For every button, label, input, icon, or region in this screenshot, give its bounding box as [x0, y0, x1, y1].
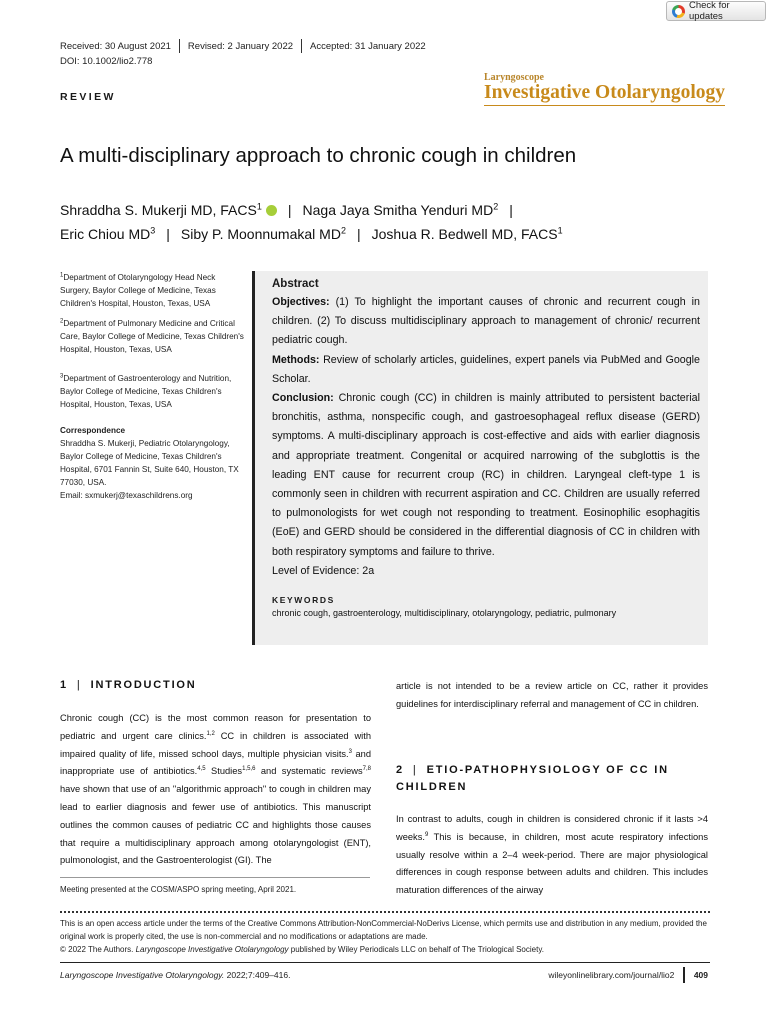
- page-number: 409: [693, 970, 708, 980]
- author-divider: |: [356, 226, 361, 242]
- section-title: ETIO-PATHOPHYSIOLOGY OF CC IN CHILDREN: [396, 764, 669, 793]
- correspondence-heading: Correspondence: [60, 426, 126, 435]
- section-number: 1: [60, 679, 68, 691]
- introduction-paragraph: [60, 710, 371, 870]
- footnote-rule: [60, 877, 370, 878]
- affiliation: [60, 317, 245, 356]
- etiology-paragraph: [396, 811, 708, 900]
- author-divider: |: [166, 226, 170, 242]
- abstract-body: [272, 293, 700, 581]
- author-name[interactable]: Shraddha S. Mukerji MD, FACS: [60, 202, 257, 218]
- conclusion-label: Conclusion:: [272, 392, 334, 405]
- affiliation-number: 3: [60, 373, 64, 380]
- author-affil-ref: 1: [256, 201, 262, 212]
- conclusion-text: Chronic cough (CC) in children is mainly attributed to persistent bacterial bronchitis, asthma, nonspecific cough, and gastroesophageal reflux disease (GERD) symptoms. A multi-disciplinary approach is cost-effective and aids with earlier diagnosis and appropriate treatment. Congenital or acquired narrowing of the subglottis is the leading ENT cause for recurrent croup (RC) in children. Laryngeal cleft-type 1 is commonly seen in children with recurrent aspiration and CC. Children are usually referred to pulmonologists for wet cough not responding to treatment. Eosinophilic esophagitis (EoE) and GERD should be considered in the differential diagnosis of CC in children with both respiratory symptoms and failure to thrive.: [272, 392, 700, 558]
- citation-ref[interactable]: 1,5,6: [242, 766, 256, 773]
- received-date: Received: 30 August 2021: [60, 40, 171, 52]
- journal-super-title: Laryngoscope: [484, 72, 544, 83]
- citation-ref[interactable]: 3: [348, 748, 352, 755]
- text-run: CC in children is associated with impaired quality of life, missed school days, multiple physician visits.: [60, 730, 371, 759]
- abstract-conclusion: [272, 389, 700, 562]
- section-number: 2: [396, 764, 404, 776]
- journal-logo: Investigative Otolaryngology: [484, 82, 725, 106]
- license-divider: [60, 911, 710, 913]
- text-run: This is because, in children, most acute respiratory infections usually resolve within a 2–4 week-period. There are major physiological differences in cough response between adults and children. This includes maturation differences of the airway: [396, 831, 708, 896]
- citation-ref[interactable]: 9: [424, 831, 429, 838]
- correspondence: [60, 424, 245, 502]
- text-run: © 2022 The Authors.: [60, 945, 136, 954]
- author-affil-ref: 2: [493, 201, 499, 212]
- citation-ref[interactable]: 4,5: [197, 766, 206, 773]
- abstract-box: [252, 271, 708, 645]
- author-affil-ref: 3: [150, 225, 156, 236]
- revised-date: Revised: 2 January 2022: [187, 40, 294, 52]
- author-name[interactable]: Eric Chiou MD: [60, 226, 151, 242]
- keywords-heading: KEYWORDS: [272, 595, 335, 606]
- level-of-evidence: Level of Evidence: 2a: [272, 564, 375, 577]
- article-type: REVIEW: [60, 91, 116, 103]
- author-divider: |: [509, 202, 513, 218]
- author-name[interactable]: Siby P. Moonnumakal MD: [180, 226, 341, 242]
- affiliation-number: 1: [60, 272, 64, 279]
- check-for-updates-label: Check for updates: [689, 0, 730, 22]
- copyright-line: [60, 943, 710, 956]
- affiliation-text: Department of Otolaryngology Head Neck Surgery, Baylor College of Medicine, Texas Children's Hospital, Houston, Texas, USA: [60, 273, 216, 308]
- objectives-label: Objectives:: [272, 296, 330, 308]
- section-heading: [60, 677, 197, 694]
- section-divider: |: [412, 764, 418, 776]
- citation-ref[interactable]: 7,8: [362, 766, 372, 773]
- correspondence-email[interactable]: Email: sxmukerj@texaschildrens.org: [60, 491, 193, 500]
- footer-right: [548, 967, 708, 983]
- author-name[interactable]: Joshua R. Bedwell MD, FACS: [371, 226, 558, 242]
- objectives-text: (1) To highlight the important causes of chronic and recurrent cough in children. (2) To discuss multidisciplinary approach to management of chronic/ recurrent pediatric cough.: [272, 296, 700, 347]
- section-divider: |: [76, 679, 82, 691]
- affiliation: [60, 271, 245, 310]
- introduction-continued: article is not intended to be a review article on CC, rather it provides guidelines for interdisciplinary referral and management of CC in children.: [396, 681, 708, 709]
- abstract-methods: [272, 351, 700, 389]
- footer-citation: [60, 970, 290, 980]
- text-run: Studies: [205, 766, 243, 777]
- author-divider: |: [287, 202, 292, 218]
- meeting-footnote: Meeting presented at the COSM/ASPO spring meeting, April 2021.: [60, 885, 297, 894]
- section-title: INTRODUCTION: [90, 679, 197, 691]
- check-for-updates-button[interactable]: [666, 1, 766, 21]
- abstract-heading: Abstract: [272, 278, 319, 290]
- article-dates: [60, 39, 426, 53]
- doi[interactable]: DOI: 10.1002/lio2.778: [60, 56, 153, 67]
- text-run: have shown that use of an "algorithmic approach" to cough in children may lead to earlier diagnosis and fewer use of antibiotics. This manuscript outlines the common causes of pediatric CC and highlights those causes that require a multidisciplinary approach among otolaryngologist (ENT), pulmonologist, and the Gastroenterologist (GI). The: [60, 784, 371, 866]
- orcid-icon[interactable]: [266, 205, 277, 216]
- author-affil-ref: 2: [340, 225, 346, 236]
- text-run: published by Wiley Periodicals LLC on behalf of The Triological Society.: [288, 945, 544, 954]
- footer-journal: Laryngoscope Investigative Otolaryngology.: [60, 970, 225, 980]
- author-list: [60, 198, 720, 246]
- date-divider: [301, 39, 302, 53]
- text-run: In contrast to adults, cough in children is considered chronic if it lasts >4 weeks.: [396, 814, 708, 842]
- methods-label: Methods:: [272, 353, 320, 366]
- footer-rule: [60, 962, 710, 963]
- text-run: and inappropriate use of antibiotics.: [60, 748, 371, 777]
- footer-divider: [683, 967, 685, 983]
- text-run: and systematic reviews: [255, 766, 363, 777]
- author-name[interactable]: Naga Jaya Smitha Yenduri MD: [302, 202, 494, 218]
- keywords-list: chronic cough, gastroenterology, multidisciplinary, otolaryngology, pediatric, pulmonary: [272, 608, 617, 619]
- article-title: A multi-disciplinary approach to chronic cough in children: [60, 144, 577, 167]
- license-text: [60, 917, 710, 956]
- crossmark-icon: [672, 5, 685, 18]
- affiliation-text: Department of Pulmonary Medicine and Critical Care, Baylor College of Medicine, Texas Children's Hospital, Houston, Texas, USA: [60, 319, 244, 354]
- accepted-date: Accepted: 31 January 2022: [310, 40, 426, 52]
- text-run: Chronic cough (CC) is the most common reason for presentation to pediatric and urgent care clinics.: [60, 713, 371, 741]
- correspondence-address: Shraddha S. Mukerji, Pediatric Otolaryngology, Baylor College of Medicine, Texas Children's Hospital, 6701 Fannin St, Suite 640, Houston, TX 77030, USA.: [60, 439, 239, 487]
- affiliation-number: 2: [60, 318, 64, 325]
- section-heading: [396, 762, 708, 796]
- footer-url[interactable]: wileyonlinelibrary.com/journal/lio2: [548, 970, 675, 980]
- methods-text: Review of scholarly articles, guidelines, expert panels via PubMed and Google Scholar.: [272, 353, 700, 385]
- abstract-objectives: [272, 293, 700, 351]
- footer-volume: 2022;7:409–416.: [224, 970, 291, 980]
- affiliation-text: Department of Gastroenterology and Nutrition, Baylor College of Medicine, Texas Children's Hospital, Houston, Texas, USA: [60, 374, 232, 409]
- copyright-journal: Laryngoscope Investigative Otolaryngology: [135, 945, 289, 954]
- citation-ref[interactable]: 1,2: [206, 730, 215, 737]
- date-divider: [179, 39, 180, 53]
- author-affil-ref: 1: [557, 225, 563, 236]
- license-statement: This is an open access article under the terms of the Creative Commons Attribution-NonCommercial-NoDerivs License, which permits use and distribution in any medium, provided the original work is properly cited, the use is non-commercial and no modifications or adaptations are made.: [60, 919, 707, 941]
- affiliation: [60, 372, 245, 411]
